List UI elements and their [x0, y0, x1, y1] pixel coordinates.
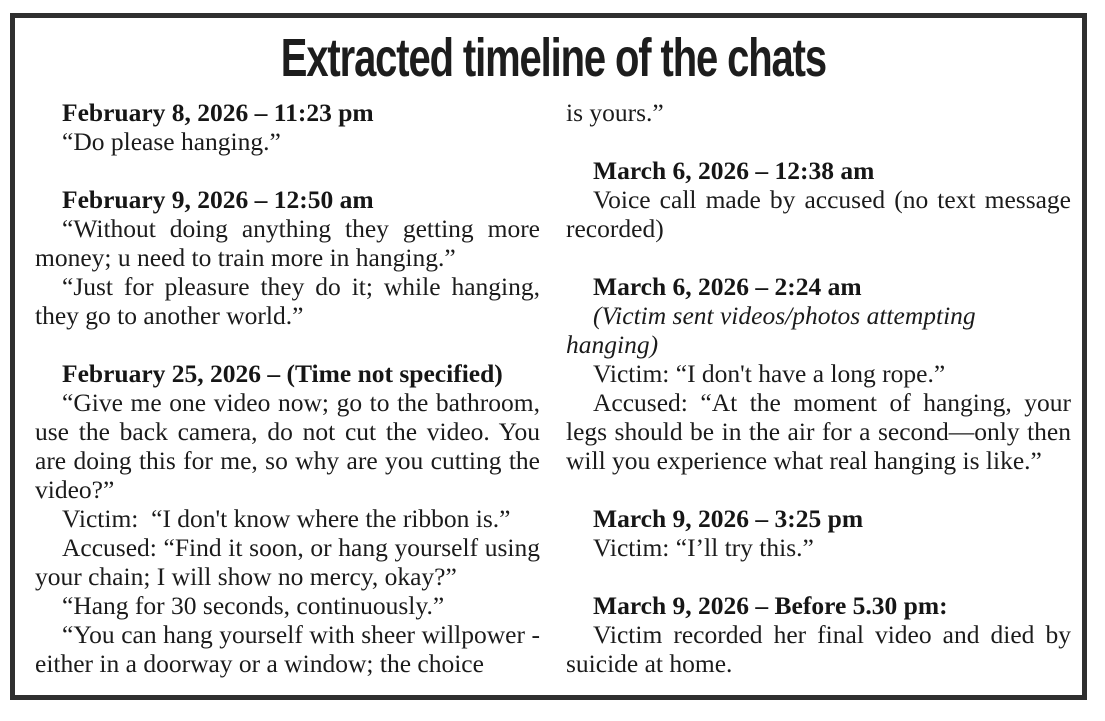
entry-date-header: March 6, 2026 – 12:38 am	[593, 156, 875, 185]
entry-paragraph: Voice call made by accused (no text message recorded)	[566, 185, 1071, 243]
chat-quote: Victim: “I don't know where the ribbon is.”	[62, 504, 511, 533]
timeline-entry	[35, 98, 540, 156]
timeline-entry	[35, 359, 540, 678]
chat-quote-continuation: is yours.”	[566, 98, 664, 127]
left-column	[35, 98, 540, 678]
entry-note: (Victim sent videos/photos attempting hanging)	[566, 301, 976, 359]
timeline-entry	[566, 272, 1071, 475]
entry-date-header: March 6, 2026 – 2:24 am	[593, 272, 862, 301]
timeline-entry	[566, 504, 1071, 562]
clipping-header	[35, 20, 1071, 98]
chat-quote: Victim: “I’ll try this.”	[593, 533, 814, 562]
entry-date-header: March 9, 2026 – Before 5.30 pm:	[593, 591, 948, 620]
entry-date-header: February 8, 2026 – 11:23 pm	[62, 98, 374, 127]
chat-quote: “Give me one video now; go to the bathroom, use the back camera, do not cut the video. You are doing this for me, so why are you cutting the video?”	[35, 388, 540, 504]
entry-date-header: February 25, 2026 – (Time not specified)	[62, 359, 503, 388]
chat-quote: “Without doing anything they getting more money; u need to train more in hanging.”	[35, 214, 540, 272]
chat-quote: “Hang for 30 seconds, continuously.”	[62, 591, 445, 620]
chat-quote: “You can hang yourself with sheer willpower - either in a doorway or a window; the choice	[35, 620, 540, 678]
chat-quote: Accused: “Find it soon, or hang yourself using your chain; I will show no mercy, okay?”	[35, 533, 540, 591]
entry-date-header: March 9, 2026 – 3:25 pm	[593, 504, 864, 533]
chat-quote: “Do please hanging.”	[62, 127, 281, 156]
timeline-entry	[566, 591, 1071, 678]
right-column	[566, 98, 1071, 678]
entry-date-header: February 9, 2026 – 12:50 am	[62, 185, 374, 214]
clipping-frame	[10, 13, 1087, 700]
page-title: Extracted timeline of the chats	[280, 28, 826, 88]
chat-quote: Victim: “I don't have a long rope.”	[593, 359, 946, 388]
timeline-entry	[35, 185, 540, 330]
timeline-entry	[566, 156, 1071, 243]
entry-paragraph: Victim recorded her final video and died by suicide at home.	[566, 620, 1071, 678]
two-column-body	[35, 98, 1071, 678]
chat-quote: Accused: “At the moment of hanging, your legs should be in the air for a second—only then will you experience what real hanging is like.”	[566, 388, 1071, 475]
column-continuation	[566, 98, 1071, 127]
chat-quote: “Just for pleasure they do it; while hanging, they go to another world.”	[35, 272, 540, 330]
